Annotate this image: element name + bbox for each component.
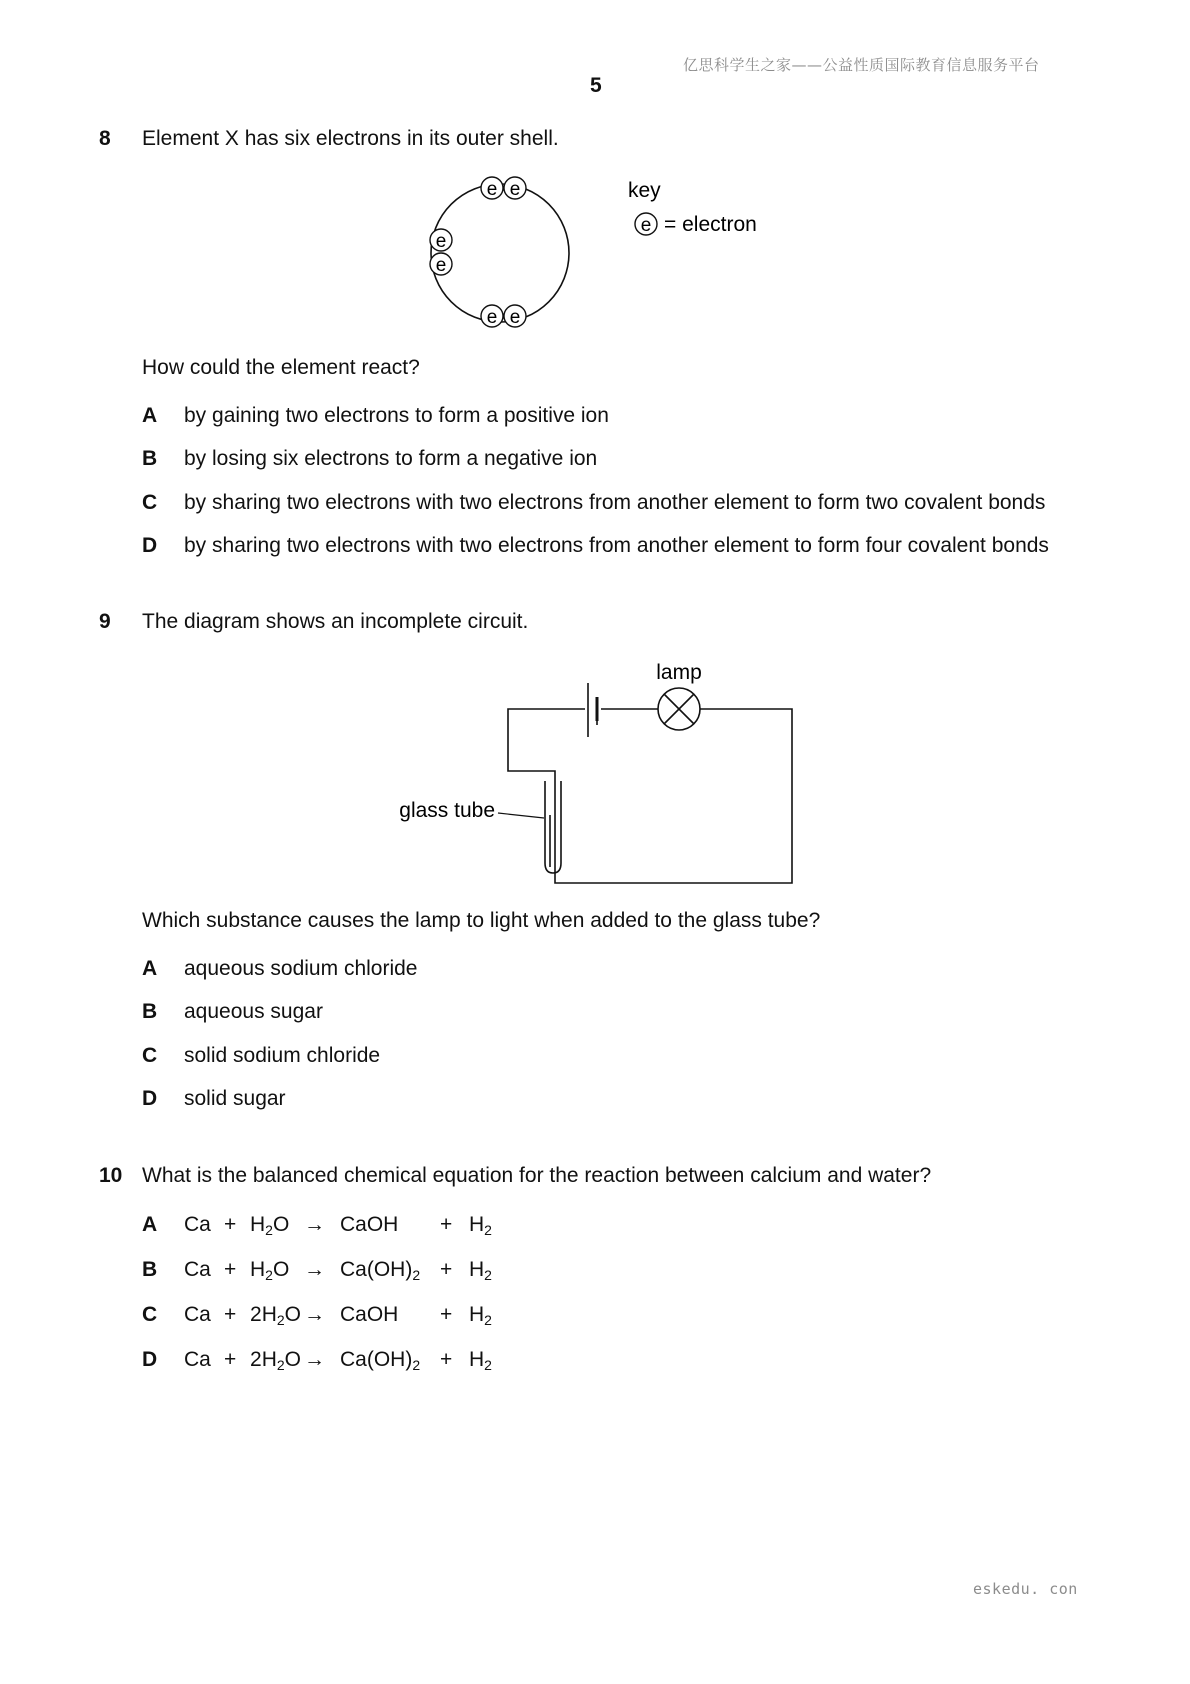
q9-stem: The diagram shows an incomplete circuit.: [142, 610, 529, 633]
q8-option-c-letter: C: [142, 491, 158, 514]
q9-option-a-letter: A: [142, 957, 158, 980]
q10-option-b-product2: $H_2$: [469, 1258, 492, 1283]
q9-option-c-text: solid sodium chloride: [184, 1044, 381, 1067]
q10-option-a-reactant2: $H_2O$: [250, 1213, 290, 1238]
q9-question: Which substance causes the lamp to light when added to the glass tube?: [142, 909, 821, 932]
q9-number: 9: [99, 610, 111, 633]
electron-6-label: e: [509, 307, 521, 328]
q10-option-d-arrow: →: [304, 1348, 325, 1371]
q10-option-b-product1: $Ca(OH)_2$: [340, 1258, 421, 1283]
q10-option-c-arrow: →: [304, 1303, 325, 1326]
q10-option-b-arrow: →: [304, 1258, 325, 1281]
electron-4-label: e: [435, 255, 447, 276]
glass-tube-pointer: [498, 813, 544, 818]
q10-option-d-product1: $Ca(OH)_2$: [340, 1348, 421, 1373]
q10-option-a-reactant1: Ca: [184, 1213, 211, 1236]
electron-pair-bottom: [481, 305, 526, 328]
q10-option-b-plus1: +: [224, 1258, 237, 1281]
q10-option-d-reactant2: $2H_2O$: [250, 1348, 301, 1373]
q9-option-a-text: aqueous sodium chloride: [184, 957, 418, 980]
footer-watermark: eskedu. con: [973, 1580, 1078, 1598]
key-title: key: [628, 179, 661, 202]
q8-option-c-text: by sharing two electrons with two electrons from another element to form two covalent bonds: [184, 491, 1046, 514]
q10-option-a-arrow: →: [304, 1213, 325, 1236]
q8-option-a-letter: A: [142, 404, 158, 427]
q10-option-a-plus2: +: [440, 1213, 453, 1236]
q8-option-b-text: by losing six electrons to form a negative ion: [184, 447, 598, 470]
q10-option-b-reactant1: Ca: [184, 1258, 211, 1281]
q10-option-b-plus2: +: [440, 1258, 453, 1281]
electron-1-label: e: [486, 179, 498, 200]
electron-pair-left: [430, 229, 452, 276]
q10-option-d-reactant1: Ca: [184, 1348, 211, 1371]
q10-option-b-reactant2: $H_2O$: [250, 1258, 290, 1283]
q10-option-c-plus2: +: [440, 1303, 453, 1326]
q10-option-c-letter: C: [142, 1303, 158, 1326]
q9-option-b-text: aqueous sugar: [184, 1000, 323, 1023]
q10-option-a-plus1: +: [224, 1213, 237, 1236]
q10-option-c-reactant2: $2H_2O$: [250, 1303, 301, 1328]
q10-option-c-product2: $H_2$: [469, 1303, 492, 1328]
q9-option-b-letter: B: [142, 1000, 158, 1023]
q10-option-d-letter: D: [142, 1348, 158, 1371]
q10-option-d-product2: $H_2$: [469, 1348, 492, 1373]
q10-option-a-product2: $H_2$: [469, 1213, 492, 1238]
q8-option-a-text: by gaining two electrons to form a positive ion: [184, 404, 609, 427]
electron-5-label: e: [486, 307, 498, 328]
electron-pair-top: [481, 177, 526, 200]
q10-option-d-plus1: +: [224, 1348, 237, 1371]
electron-3-label: e: [435, 231, 447, 252]
q10-option-c-plus1: +: [224, 1303, 237, 1326]
q10-option-c-product1: CaOH: [340, 1303, 399, 1326]
electron-shell-diagram: [420, 170, 800, 340]
q9-option-d-text: solid sugar: [184, 1087, 286, 1110]
lamp-label: lamp: [656, 661, 702, 684]
page-number: 5: [590, 74, 602, 97]
q10-option-b-letter: B: [142, 1258, 158, 1281]
key-text: = electron: [664, 213, 757, 236]
q8-stem: Element X has six electrons in its outer shell.: [142, 127, 559, 150]
outer-shell-ring: [431, 184, 569, 322]
glass-tube-label: glass tube: [399, 799, 495, 822]
q8-option-b-letter: B: [142, 447, 158, 470]
circuit-diagram: [390, 655, 810, 895]
q8-question: How could the element react?: [142, 356, 420, 379]
q8-option-d-text: by sharing two electrons with two electrons from another element to form four covalent bonds: [184, 534, 1049, 557]
header-watermark: 亿思科学生之家——公益性质国际教育信息服务平台: [683, 56, 1040, 74]
electron-2-label: e: [509, 179, 521, 200]
q8-number: 8: [99, 127, 111, 150]
q10-number: 10: [99, 1164, 123, 1187]
q10-option-a-product1: CaOH: [340, 1213, 399, 1236]
q10-stem: What is the balanced chemical equation for the reaction between calcium and water?: [142, 1164, 932, 1187]
key-electron-label: e: [640, 215, 652, 236]
q9-option-c-letter: C: [142, 1044, 158, 1067]
q9-option-d-letter: D: [142, 1087, 158, 1110]
q10-option-d-plus2: +: [440, 1348, 453, 1371]
q10-option-c-reactant1: Ca: [184, 1303, 211, 1326]
q10-option-a-letter: A: [142, 1213, 158, 1236]
q8-option-d-letter: D: [142, 534, 158, 557]
glass-tube: [545, 781, 561, 873]
